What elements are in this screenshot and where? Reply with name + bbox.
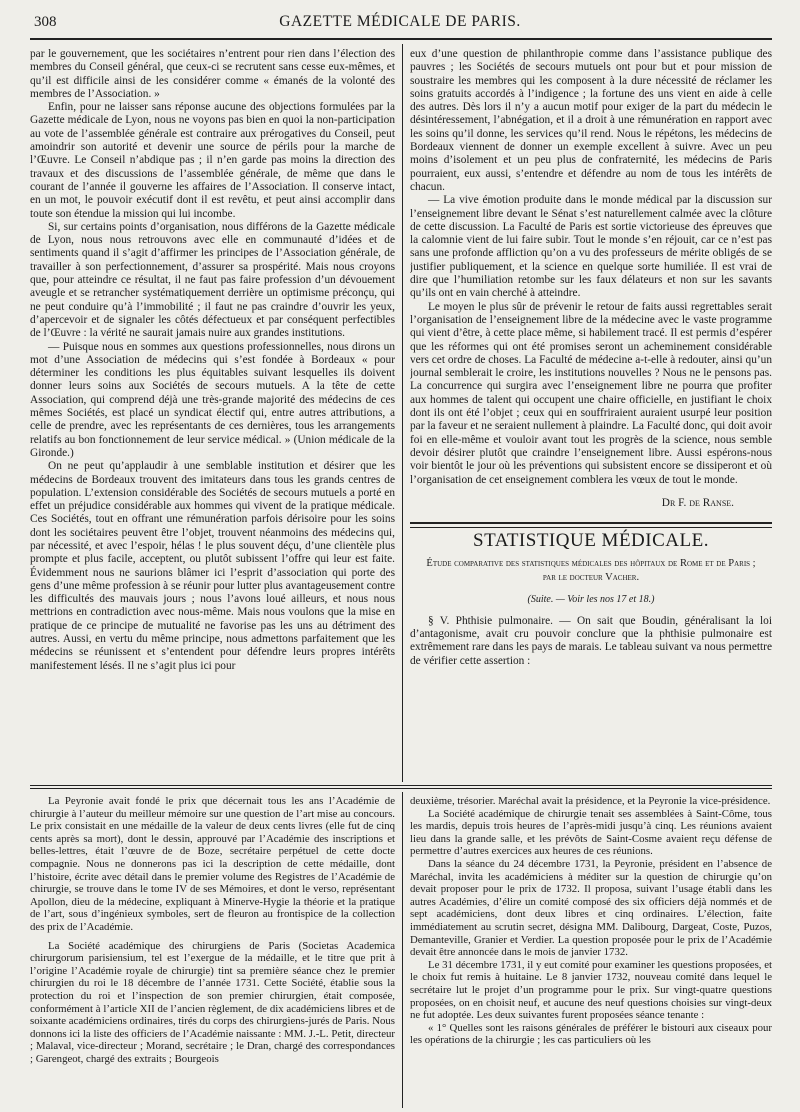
section-title: STATISTIQUE MÉDICALE. bbox=[473, 530, 709, 552]
page-title: GAZETTE MÉDICALE DE PARIS. bbox=[279, 13, 521, 30]
column-divider bbox=[402, 44, 403, 782]
paragraph: — Puisque nous en sommes aux questions professionnelles, nous dirons un mot d’une Association de médecins qui s’est fondée à Bordeaux « pour déterminer les conditions les plus équitables suivant lesquelles ils doivent donner leurs soins aux Sociétés de secours mutuels. A la tête de cette Association, qui comprend déjà une très-grande majorité des médecins de ces mêmes Sociétés, est placé un syndicat électif qui, entre autres attributions, a celle de prendre, avec les représentants de ces dernières, tous les arrangements relatifs au bon fonctionnement de leur service médical. » (Union médicale de la Gironde.) bbox=[30, 340, 395, 459]
author-signature: Dr F. de Ranse. bbox=[661, 496, 734, 509]
paragraph: La Peyronie avait fondé le prix que décernait tous les ans l’Académie de chirurgie à l’auteur du meilleur mémoire sur une question de l’art mise au concours. Le prix consistait en une médaille de la valeur de deux cents livres (elle fut de cinq cents après sa mort), dont le dessin, approuvé par l’Académie des inscriptions et belles-lettres, était l’œuvre de de Boze, secrétaire perpétuel de cette docte compagnie. Nous ne donnerons pas ici la description de cette médaille, dont l’histoire, écrite avec détail dans le premier volume des Registres de l’Académie de chirurgie, se trouve dans le tome IV de ses Mémoires, et dont le verso, représentant Apollon, dieu de la médecine, expliquant à Minerve-Hygie la théorie et la pratique de l’art, sous d’ingénieux symboles, sert de fleuron au frontispice de la collection des prix de l’Académie. bbox=[30, 795, 395, 933]
page-header bbox=[30, 12, 770, 34]
paragraph: par le gouvernement, que les sociétaires n’entrent pour rien dans l’élection des membres du Conseil général, que ceux-ci se recrutent sans cesse eux-mêmes, et qu’il est difficile ainsi de les considérer comme « émanés de la volonté des membres de l’Association. » bbox=[30, 48, 395, 100]
paragraph: Si, sur certains points d’organisation, nous différons de la Gazette médicale de Lyon, nous nous retrouvons avec elle en communauté d’idées et de sentiments quand il s’agit d’affirmer les principes de l’Association générale, de travailler à son perfectionnement, d’assurer sa prospérité. Mais nous croyons que, pour atteindre ce résultat, il ne faut pas faire profession d’un dévouement aveugle et se retrancher systématiquement derrière un optimisme préconçu, qui ne peut conduire qu’à l’immobilité ; il faut ne pas craindre d’ouvrir les yeux, d’apercevoir et de signaler les côtés défectueux et par conséquent perfectibles de l’Œuvre : la vérité ne saurait jamais nuire aux grandes institutions. bbox=[30, 220, 395, 340]
page-number: 308 bbox=[34, 14, 57, 30]
paragraph: — La vive émotion produite dans le monde médical par la discussion sur l’enseignement libre devant le Sénat s’est naturellement calmée avec la clôture de cette discussion. La Faculté de Paris est sortie victorieuse des épreuves que la calomnie vient de lui faire subir. Tout le monde s’en réjouit, car ce n’est pas sans une profonde affliction qu’on a vu des professeurs de mérite obligés de se justifier publiquement, et la science en quelque sorte humiliée. Il est vrai de dire que l’humiliation retombe sur les faux délateurs et non sur les savants qu’ils ont en vain cherché à atteindre. bbox=[410, 194, 772, 300]
section-subtitle: Étude comparative des statistiques médicales des hôpitaux de Rome et de Paris ; par le docteur Vacher. bbox=[426, 558, 756, 584]
paragraph: « 1° Quelles sont les raisons générales de préférer le bistouri aux ciseaux pour les opérations de la chirurgie ; les cas particuliers où les bbox=[410, 1021, 772, 1047]
column-top-left bbox=[30, 48, 395, 778]
feuilleton-divider-2 bbox=[30, 788, 772, 789]
feuilleton-divider bbox=[30, 785, 772, 786]
paragraph: § V. Phthisie pulmonaire. — On sait que Boudin, généralisant la loi d’antagonisme, avait cru pouvoir conclure que la phthisie pulmonaire est extrêmement rare dans les pays de marais. Le tableau suivant va nous permettre de vérifier cette assertion : bbox=[410, 614, 772, 667]
paragraph: La Société académique des chirurgiens de Paris (Societas Academica chirurgorum parisiensium, tel est l’exergue de la médaille, et le titre que prit à l’origine l’Académie royale de chirurgie) tint sa première séance chez le premier chirurgien du roi le 18 décembre de l’année 1731. Cette Société, établie sous la protection du roi et l’inspection de son premier chirurgien, était composée, conformément à l’article XII de l’ancien règlement, de dix académiciens libres et de soixante académiciens ordinaires, tirés du corps des chirurgiens-jurés de Paris. Nous donnons ici la liste des officiers de l’Académie naissante : MM. J.-L. Petit, directeur ; Malaval, vice-directeur ; Morand, secrétaire ; le Dran, chargé des correspondances ; Garengeot, chargé des extraits ; Bourgeois bbox=[30, 939, 395, 1065]
column-top-right bbox=[410, 48, 772, 778]
column-bottom-right bbox=[410, 795, 772, 1107]
continuation-note: (Suite. — Voir les nos 17 et 18.) bbox=[527, 594, 655, 606]
paragraph: eux d’une question de philanthropie comme dans l’assistance publique des pauvres ; les Sociétés de secours mutuels ont pour but et pour mission de soustraire les membres qui les composent à la dure nécessité de réclamer les soins gratuits accordés à l’indigence ; la fortune des uns vient en aide à celle des autres. Dès lors il n’y a aucun motif pour exiger de la part du médecin le désintéressement, l’abnégation, et il a droit à une rémunération en rapport avec les soins qu’il donne, les services qu’il rend. Nous le répétons, les médecins de Bordeaux viennent de donner un exemple excellent à suivre. Avec un peu moins d’isolement et un peu plus de confraternité, les médecins de Paris pourraient, eux aussi, s’entendre et défendre au nom de tous les intérêts de chacun. bbox=[410, 48, 772, 193]
paragraph: deuxième, trésorier. Maréchal avait la présidence, et la Peyronie la vice-présidence. bbox=[410, 795, 771, 807]
header-rule bbox=[30, 38, 772, 40]
paragraph: Le 31 décembre 1731, il y eut comité pour examiner les questions proposées, et le choix fut remis à huitaine. Le 8 janvier 1732, nouveau comité dans lequel le secrétaire lut le projet d’un programme pour le prix. Sur vingt-quatre questions proposées, on en choisit neuf, et aucune des neuf questions choisies sur vingt-deux ne fut adoptée. Les deux suivantes furent proposées séance tenante : bbox=[410, 958, 772, 1022]
paragraph: La Société académique de chirurgie tenait ses assemblées à Saint-Côme, tous les mardis, depuis trois heures de l’après-midi jusqu’à cinq. Les réunions avaient lieu dans la grande salle, et les prévôts de Saint-Cosme avaient reçu défense de permettre d’autres exercices aux heures de ces réunions. bbox=[410, 807, 772, 858]
paragraph: Enfin, pour ne laisser sans réponse aucune des objections formulées par la Gazette médicale de Lyon, nous ne voyons pas bien en quoi la non-participation au vote de l’assemblée générale est contraire aux prérogatives du Conseil, peut amoindrir son autorité et devenir une source de périls pour la marche de l’Œuvre. Le Conseil n’abdique pas ; il n’en garde pas moins la direction des travaux et des discussions de l’assemblée générale, de même que dans le courant de l’année il gouverne les affaires de l’Association. Il conserve intact, en un mot, le pouvoir exécutif dont il est revêtu, et peut ainsi accomplir dans toute son étendue la mission qui lui incombe. bbox=[30, 101, 395, 220]
column-divider-bottom bbox=[402, 792, 403, 1108]
paragraph: Le moyen le plus sûr de prévenir le retour de faits aussi regrettables serait l’organisation de l’enseignement libre de la médecine avec le vaste programme qui vient d’être, à cette place même, si habilement tracé. Il est permis d’espérer que les réformes qui ont été promises seront un acheminement considérable vers cet ordre de choses. La Faculté de médecine a-t-elle à redouter, ainsi qu’un journal semblerait le croire, les institutions nouvelles ? Nous ne le pensons pas. La concurrence qui surgira avec l’enseignement libre ne pourra que profiter aux hommes de talent qui occupent une chaire officielle, en justifiant le choix dont ils ont été l’objet ; ceux qui en souffriraient auraient usurpé leur position par la faveur et ne seraient nullement à plaindre. La Faculté donc, qui doit avoir foi en elle-même et vouloir avant tout les progrès de la science, nous semble devoir désirer plutôt que craindre l’enseignement libre. Aussi espérons-nous voir bientôt le jour où les préventions qui subsistent encore se dissiperont et où l’organisation de cet enseignement comblera les vœux de tout le monde. bbox=[410, 300, 772, 486]
paragraph: On ne peut qu’applaudir à une semblable institution et désirer que les médecins de Bordeaux trouvent des imitateurs dans tous les grands centres de population. L’extension considérable des Sociétés de secours mutuels a porté en effet un préjudice considérable aux hommes qui vivent de la pratique médicale. Ces Sociétés, tout en offrant une rémunération parfois dérisoire pour les soins dont les sociétaires peuvent être l’objet, trouvent néanmoins des médecins qui, par nécessité, et avec l’espoir, hélas ! le plus souvent déçu, d’une clientèle plus prompte et plus facile, acceptent, ou plutôt subissent l’offre qui leur est faite. Évidemment nous ne saurions blâmer ici l’esprit d’association qui porte des gens d’une même profession à se réunir pour lutter plus avantageusement contre les difficultés des mauvais jours ; nous l’avons loué ailleurs, et nous nous mettrions en contradiction avec nous-même. Mais nous voulons que la mise en pratique de ce principe de mutualité ne favorise pas les uns au détriment des autres. Aussi, en vertu du même principe, nous admettons parfaitement que les médecins se réunissent et s’entendent pour défendre leurs propres intérêts manifestement lésés. Il ne s’agit plus ici pour bbox=[30, 460, 395, 672]
paragraph: Dans la séance du 24 décembre 1731, la Peyronie, président en l’absence de Maréchal, invita les académiciens à méditer sur la question de chirurgie qu’on devait proposer pour le prix de 1732. Il proposa, suivant l’usage établi dans les autres Académies, d’élire un comité composé des six officiers déjà nommés et de sept académiciens, dont deux libres et cinq ordinaires. L’élection, faite immédiatement au scrutin secret, désigna MM. Dalibourg, Dargeat, Coste, Puzos, Demanteville, Granier et Verdier. La question proposée pour le prix de l’Académie devait être annoncée dans le mois de janvier 1732. bbox=[410, 857, 772, 959]
section-separator bbox=[410, 522, 772, 528]
column-bottom-left bbox=[30, 795, 395, 1107]
